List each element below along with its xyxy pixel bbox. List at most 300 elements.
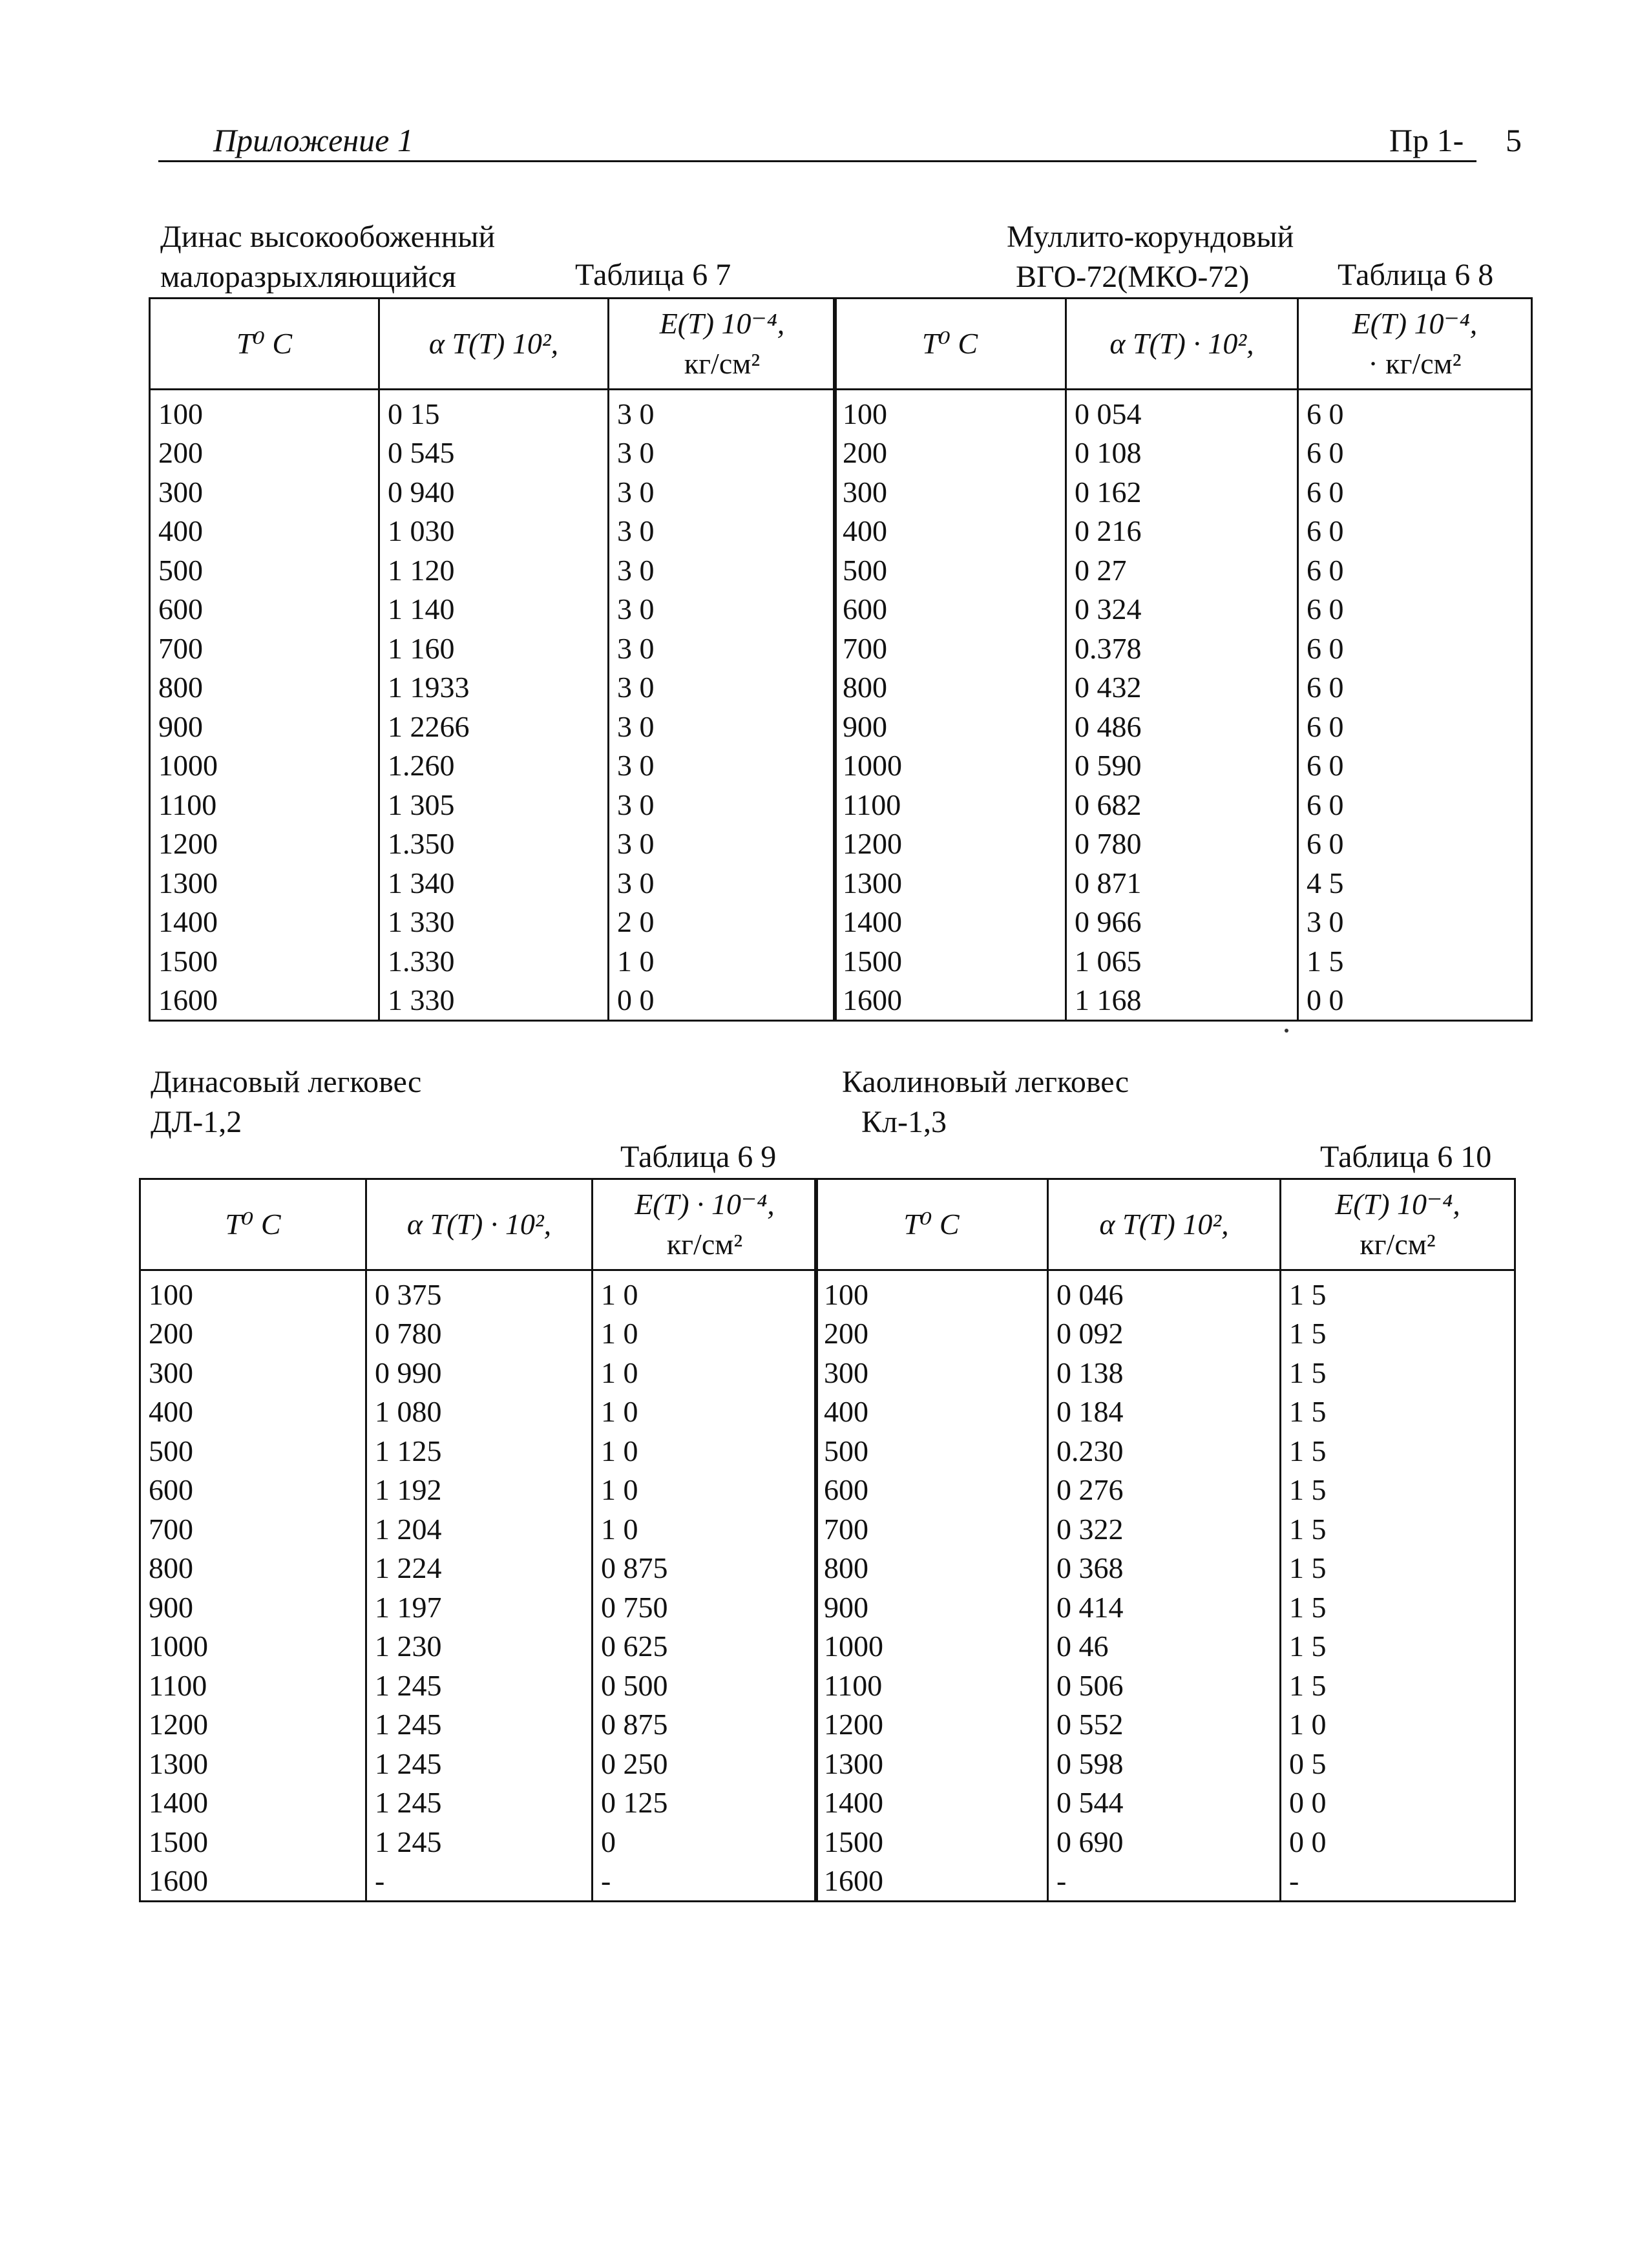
table-cell: 1100 [834, 785, 1066, 824]
table-cell: 3 0 [609, 629, 836, 668]
table-row [834, 390, 1532, 434]
table-cell: 1 1933 [379, 668, 609, 708]
table-cell: 1.260 [379, 746, 609, 786]
table-cell: 1 5 [1281, 1392, 1515, 1432]
table-row [150, 590, 836, 629]
table-cell: 900 [150, 707, 379, 746]
table-cell: 1 5 [1281, 1549, 1515, 1588]
table-cell: 200 [834, 434, 1066, 473]
table-cell: 500 [815, 1431, 1048, 1471]
table-cell: 1 5 [1281, 1509, 1515, 1549]
table-cell: 1 230 [366, 1627, 593, 1666]
header-row [834, 299, 1532, 390]
table-cell: 1 0 [593, 1314, 817, 1354]
table-cell: 100 [834, 390, 1066, 434]
table-cell: 0 [593, 1822, 817, 1862]
table-cell: 0 506 [1048, 1666, 1281, 1705]
table-cell: 3 0 [609, 434, 836, 473]
table-cell: 6 0 [1298, 668, 1532, 708]
table-cell: 0 0 [609, 981, 836, 1021]
table-cell: 3 0 [1298, 903, 1532, 942]
column-header [150, 299, 379, 390]
table-cell: 1300 [815, 1744, 1048, 1783]
table67-number: Таблица 6 7 [575, 258, 731, 292]
header-row [815, 1179, 1515, 1270]
table-cell: 0 046 [1048, 1270, 1281, 1314]
table-cell: 0 500 [593, 1666, 817, 1705]
table-6-10 [814, 1178, 1516, 1902]
stray-mark [1285, 1029, 1288, 1033]
table610-number: Таблица 6 10 [1320, 1140, 1492, 1174]
table68-number: Таблица 6 8 [1338, 258, 1494, 292]
table68-caption-line1: Муллито-корундовый [1007, 220, 1294, 254]
table-cell: 0 46 [1048, 1627, 1281, 1666]
table-row [140, 1588, 817, 1627]
table-row [150, 903, 836, 942]
table-cell: 6 0 [1298, 590, 1532, 629]
table-cell: 0 138 [1048, 1353, 1281, 1392]
table-cell: 1 0 [1281, 1705, 1515, 1745]
table-cell: 1 0 [593, 1392, 817, 1432]
table-cell: 1400 [150, 903, 379, 942]
table-row [140, 1509, 817, 1549]
table-cell: 0 276 [1048, 1471, 1281, 1510]
table-cell: 0 108 [1066, 434, 1298, 473]
column-header [1281, 1179, 1515, 1270]
table-cell: 1 5 [1281, 1666, 1515, 1705]
table-row [834, 863, 1532, 903]
table-cell: 0 250 [593, 1744, 817, 1783]
table-cell: 0 545 [379, 434, 609, 473]
table-row [150, 512, 836, 551]
table-cell: 400 [834, 512, 1066, 551]
table-cell: 600 [834, 590, 1066, 629]
table-cell: 1100 [140, 1666, 366, 1705]
table-cell: 3 0 [609, 863, 836, 903]
table-row [815, 1471, 1515, 1510]
table-cell: 0 590 [1066, 746, 1298, 786]
table-cell: 1600 [815, 1862, 1048, 1902]
table-cell: 1 245 [366, 1705, 593, 1745]
table-cell: 0 486 [1066, 707, 1298, 746]
column-header-label: α T(T) · 10², [406, 1208, 552, 1241]
table-row [150, 746, 836, 786]
table-cell: 600 [140, 1471, 366, 1510]
table-cell: 1600 [150, 981, 379, 1021]
table-row [140, 1783, 817, 1823]
table-cell: 0 0 [1281, 1783, 1515, 1823]
table-cell: 0 0 [1281, 1822, 1515, 1862]
column-header [834, 299, 1066, 390]
table-cell: 0 625 [593, 1627, 817, 1666]
table-cell: 0 875 [593, 1705, 817, 1745]
table-row [815, 1509, 1515, 1549]
table-row [834, 707, 1532, 746]
table-cell: 1500 [834, 941, 1066, 981]
table69-caption-line2: ДЛ-1,2 [151, 1105, 242, 1139]
table67-caption [160, 217, 495, 297]
table-row [815, 1705, 1515, 1745]
table-cell: 1000 [150, 746, 379, 786]
table-cell: 6 0 [1298, 472, 1532, 512]
table-cell: 1 0 [593, 1270, 817, 1314]
table-cell: 1200 [150, 824, 379, 864]
table-cell: 1600 [834, 981, 1066, 1021]
table-cell: 1100 [150, 785, 379, 824]
table-row [150, 472, 836, 512]
table-cell: 1 192 [366, 1471, 593, 1510]
table-row [815, 1549, 1515, 1588]
table-cell: 400 [815, 1392, 1048, 1432]
table-row [834, 668, 1532, 708]
table-row [150, 785, 836, 824]
table-cell: - [1048, 1862, 1281, 1902]
table-row [140, 1822, 817, 1862]
table-cell: 100 [150, 390, 379, 434]
table-row [834, 824, 1532, 864]
table-cell: 500 [150, 551, 379, 590]
table-cell: 3 0 [609, 390, 836, 434]
table-cell: 1 030 [379, 512, 609, 551]
column-header-label: E(T) 10⁻⁴, [1352, 307, 1478, 340]
table-cell: 1 330 [379, 981, 609, 1021]
table-cell: 1 5 [1298, 941, 1532, 981]
table-cell: 1500 [140, 1822, 366, 1862]
column-header [593, 1179, 817, 1270]
column-header-unit: кг/см² [684, 347, 761, 380]
table-cell: 0 184 [1048, 1392, 1281, 1432]
column-header [140, 1179, 366, 1270]
table-cell: 1 0 [593, 1509, 817, 1549]
table-row [140, 1744, 817, 1783]
table-cell: 600 [815, 1471, 1048, 1510]
table-cell: 1400 [834, 903, 1066, 942]
table-cell: 1200 [834, 824, 1066, 864]
table-cell: 1 5 [1281, 1270, 1515, 1314]
column-header-label: E(T) 10⁻⁴, [659, 307, 785, 340]
page-label: Пр 1- [1389, 122, 1464, 158]
table-cell: 0 162 [1066, 472, 1298, 512]
table-6-9 [139, 1178, 818, 1902]
table-row [140, 1314, 817, 1354]
table-row [815, 1666, 1515, 1705]
table-cell: 1 120 [379, 551, 609, 590]
table-row [150, 941, 836, 981]
header-row [150, 299, 836, 390]
table-cell: 1.330 [379, 941, 609, 981]
table-cell: 1 0 [609, 941, 836, 981]
table-cell: 1 5 [1281, 1431, 1515, 1471]
table-cell: 1 340 [379, 863, 609, 903]
table-cell: 0 414 [1048, 1588, 1281, 1627]
table-row [815, 1783, 1515, 1823]
table-cell: 800 [815, 1549, 1048, 1588]
table-row [150, 707, 836, 746]
table-cell: 0 054 [1066, 390, 1298, 434]
table-row [140, 1431, 817, 1471]
table-row [834, 512, 1532, 551]
table-cell: 1500 [150, 941, 379, 981]
table-cell: 0 27 [1066, 551, 1298, 590]
table-cell: 700 [815, 1509, 1048, 1549]
table-row [815, 1392, 1515, 1432]
table-cell: 6 0 [1298, 707, 1532, 746]
table-cell: 100 [140, 1270, 366, 1314]
table-row [140, 1392, 817, 1432]
column-header-label: E(T) · 10⁻⁴, [635, 1188, 775, 1221]
table-cell: 0 15 [379, 390, 609, 434]
appendix-title: Приложение 1 [213, 122, 414, 158]
table-cell: 3 0 [609, 785, 836, 824]
table-row [834, 472, 1532, 512]
table-cell: 0 682 [1066, 785, 1298, 824]
table69-caption-line1: Динасовый легковес [151, 1065, 422, 1099]
table-cell: 1100 [815, 1666, 1048, 1705]
table-cell: 1000 [815, 1627, 1048, 1666]
table-cell: 1 224 [366, 1549, 593, 1588]
column-header [609, 299, 836, 390]
table-cell: 900 [834, 707, 1066, 746]
table-row [815, 1627, 1515, 1666]
table-cell: 6 0 [1298, 551, 1532, 590]
table-row [834, 981, 1532, 1021]
table-row [150, 668, 836, 708]
table-cell: 700 [834, 629, 1066, 668]
table-cell: 1 065 [1066, 941, 1298, 981]
table-cell: - [593, 1862, 817, 1902]
column-header [379, 299, 609, 390]
table-cell: 1 160 [379, 629, 609, 668]
table-cell: 0 432 [1066, 668, 1298, 708]
table68-caption [1007, 217, 1294, 297]
table-row [834, 629, 1532, 668]
table-cell: - [1281, 1862, 1515, 1902]
table-row [834, 590, 1532, 629]
table-cell: 3 0 [609, 824, 836, 864]
table-cell: 200 [150, 434, 379, 473]
table-row [150, 981, 836, 1021]
table-row [150, 551, 836, 590]
table-cell: 1.350 [379, 824, 609, 864]
table-cell: 0 871 [1066, 863, 1298, 903]
table-cell: 0 875 [593, 1549, 817, 1588]
table-cell: 3 0 [609, 746, 836, 786]
table-cell: 300 [140, 1353, 366, 1392]
table-row [815, 1822, 1515, 1862]
table-cell: 1400 [815, 1783, 1048, 1823]
table-cell: 700 [140, 1509, 366, 1549]
table-row [140, 1270, 817, 1314]
table-cell: 0 780 [366, 1314, 593, 1354]
table-cell: 0 092 [1048, 1314, 1281, 1354]
table-cell: 1 168 [1066, 981, 1298, 1021]
table-row [140, 1353, 817, 1392]
table-cell: 6 0 [1298, 824, 1532, 864]
table-cell: 0 598 [1048, 1744, 1281, 1783]
table-cell: 0 966 [1066, 903, 1298, 942]
table-cell: 1300 [834, 863, 1066, 903]
table-cell: 1000 [140, 1627, 366, 1666]
table-cell: 700 [150, 629, 379, 668]
table-row [140, 1627, 817, 1666]
table-cell: 300 [815, 1353, 1048, 1392]
table-cell: 3 0 [609, 668, 836, 708]
table-cell: 6 0 [1298, 629, 1532, 668]
header-rule [158, 160, 1476, 162]
table-cell: 300 [150, 472, 379, 512]
table-cell: - [366, 1862, 593, 1902]
table-cell: 1 245 [366, 1783, 593, 1823]
table-cell: 800 [834, 668, 1066, 708]
column-header [1048, 1179, 1281, 1270]
column-header-unit: кг/см² [1360, 1228, 1436, 1261]
column-header-unit: · кг/см² [1368, 347, 1462, 380]
table610-caption-line2: Кл-1,3 [861, 1105, 947, 1139]
table-row [140, 1705, 817, 1745]
table-cell: 1 204 [366, 1509, 593, 1549]
table67-caption-line1: Динас высокообоженный [160, 220, 496, 254]
table-cell: 400 [140, 1392, 366, 1432]
table-cell: 1200 [140, 1705, 366, 1745]
column-header-label: α T(T) 10², [1099, 1208, 1229, 1241]
table-cell: 800 [150, 668, 379, 708]
table-row [150, 863, 836, 903]
table-cell: 1 0 [593, 1353, 817, 1392]
table-6-7 [149, 297, 837, 1022]
table-row [834, 434, 1532, 473]
table-row [815, 1353, 1515, 1392]
table-cell: 6 0 [1298, 785, 1532, 824]
table-row [834, 746, 1532, 786]
column-header [815, 1179, 1048, 1270]
table-row [150, 390, 836, 434]
table-cell: 4 5 [1298, 863, 1532, 903]
table-row [140, 1549, 817, 1588]
table-cell: 1500 [815, 1822, 1048, 1862]
table-row [815, 1270, 1515, 1314]
table-row [815, 1431, 1515, 1471]
table-cell: 1 245 [366, 1744, 593, 1783]
table-cell: 1 0 [593, 1471, 817, 1510]
table-cell: 1 245 [366, 1822, 593, 1862]
table-cell: 0 322 [1048, 1509, 1281, 1549]
table-cell: 300 [834, 472, 1066, 512]
table-cell: 3 0 [609, 512, 836, 551]
table-row [815, 1314, 1515, 1354]
table-cell: 0.230 [1048, 1431, 1281, 1471]
table-cell: 0 375 [366, 1270, 593, 1314]
table-cell: 6 0 [1298, 512, 1532, 551]
table-cell: 400 [150, 512, 379, 551]
column-header-label: T⁰ C [921, 327, 978, 360]
column-header-label: T⁰ C [225, 1208, 281, 1241]
column-header-label: T⁰ C [903, 1208, 960, 1241]
table-cell: 1 245 [366, 1666, 593, 1705]
table-cell: 0 216 [1066, 512, 1298, 551]
table-cell: 0 750 [593, 1588, 817, 1627]
table-row [834, 903, 1532, 942]
table-cell: 1 080 [366, 1392, 593, 1432]
table-cell: 1 0 [593, 1431, 817, 1471]
table68-caption-line2: ВГО-72(МКО-72) [1016, 260, 1250, 294]
table-cell: 0 5 [1281, 1744, 1515, 1783]
table-row [150, 434, 836, 473]
table-row [150, 629, 836, 668]
table-cell: 1 5 [1281, 1588, 1515, 1627]
column-header [366, 1179, 593, 1270]
table-6-8 [833, 297, 1533, 1022]
table-cell: 1300 [150, 863, 379, 903]
table-cell: 0 552 [1048, 1705, 1281, 1745]
table-cell: 0 940 [379, 472, 609, 512]
table-cell: 1 140 [379, 590, 609, 629]
table-cell: 0 0 [1298, 981, 1532, 1021]
table-row [140, 1666, 817, 1705]
table-row [815, 1862, 1515, 1902]
column-header-label: T⁰ C [236, 327, 293, 360]
table-row [815, 1744, 1515, 1783]
table-cell: 1 5 [1281, 1314, 1515, 1354]
table-cell: 500 [140, 1431, 366, 1471]
table-cell: 600 [150, 590, 379, 629]
table-cell: 3 0 [609, 472, 836, 512]
table-cell: 800 [140, 1549, 366, 1588]
table-cell: 0 368 [1048, 1549, 1281, 1588]
table-cell: 1 5 [1281, 1471, 1515, 1510]
table-cell: 1600 [140, 1862, 366, 1902]
table-cell: 1400 [140, 1783, 366, 1823]
table-cell: 1 197 [366, 1588, 593, 1627]
table-cell: 2 0 [609, 903, 836, 942]
table-row [834, 785, 1532, 824]
column-header [1066, 299, 1298, 390]
column-header-label: α T(T) · 10², [1109, 327, 1254, 360]
table610-caption [842, 1062, 1129, 1142]
table-cell: 0 690 [1048, 1822, 1281, 1862]
table-cell: 1 330 [379, 903, 609, 942]
table-row [140, 1471, 817, 1510]
table-cell: 0.378 [1066, 629, 1298, 668]
table-cell: 200 [815, 1314, 1048, 1354]
table610-caption-line1: Каолиновый легковес [842, 1065, 1129, 1099]
table-cell: 1 2266 [379, 707, 609, 746]
page-number: 5 [1506, 122, 1522, 158]
table-cell: 0 544 [1048, 1783, 1281, 1823]
table69-caption [151, 1062, 421, 1142]
table-cell: 1 5 [1281, 1353, 1515, 1392]
column-header-unit: кг/см² [666, 1228, 743, 1261]
column-header-label: E(T) 10⁻⁴, [1335, 1188, 1460, 1221]
table-row [815, 1588, 1515, 1627]
table67-caption-line2: малоразрыхляющийся [160, 260, 456, 294]
table-cell: 100 [815, 1270, 1048, 1314]
table-cell: 900 [140, 1588, 366, 1627]
table-cell: 6 0 [1298, 746, 1532, 786]
header-row [140, 1179, 817, 1270]
table-row [150, 824, 836, 864]
table-cell: 1200 [815, 1705, 1048, 1745]
table-cell: 6 0 [1298, 390, 1532, 434]
column-header [1298, 299, 1532, 390]
table-cell: 0 324 [1066, 590, 1298, 629]
table-cell: 500 [834, 551, 1066, 590]
table-cell: 900 [815, 1588, 1048, 1627]
table-cell: 1 125 [366, 1431, 593, 1471]
table-cell: 0 780 [1066, 824, 1298, 864]
column-header-label: α T(T) 10², [428, 327, 559, 360]
table-cell: 3 0 [609, 707, 836, 746]
table-cell: 3 0 [609, 551, 836, 590]
